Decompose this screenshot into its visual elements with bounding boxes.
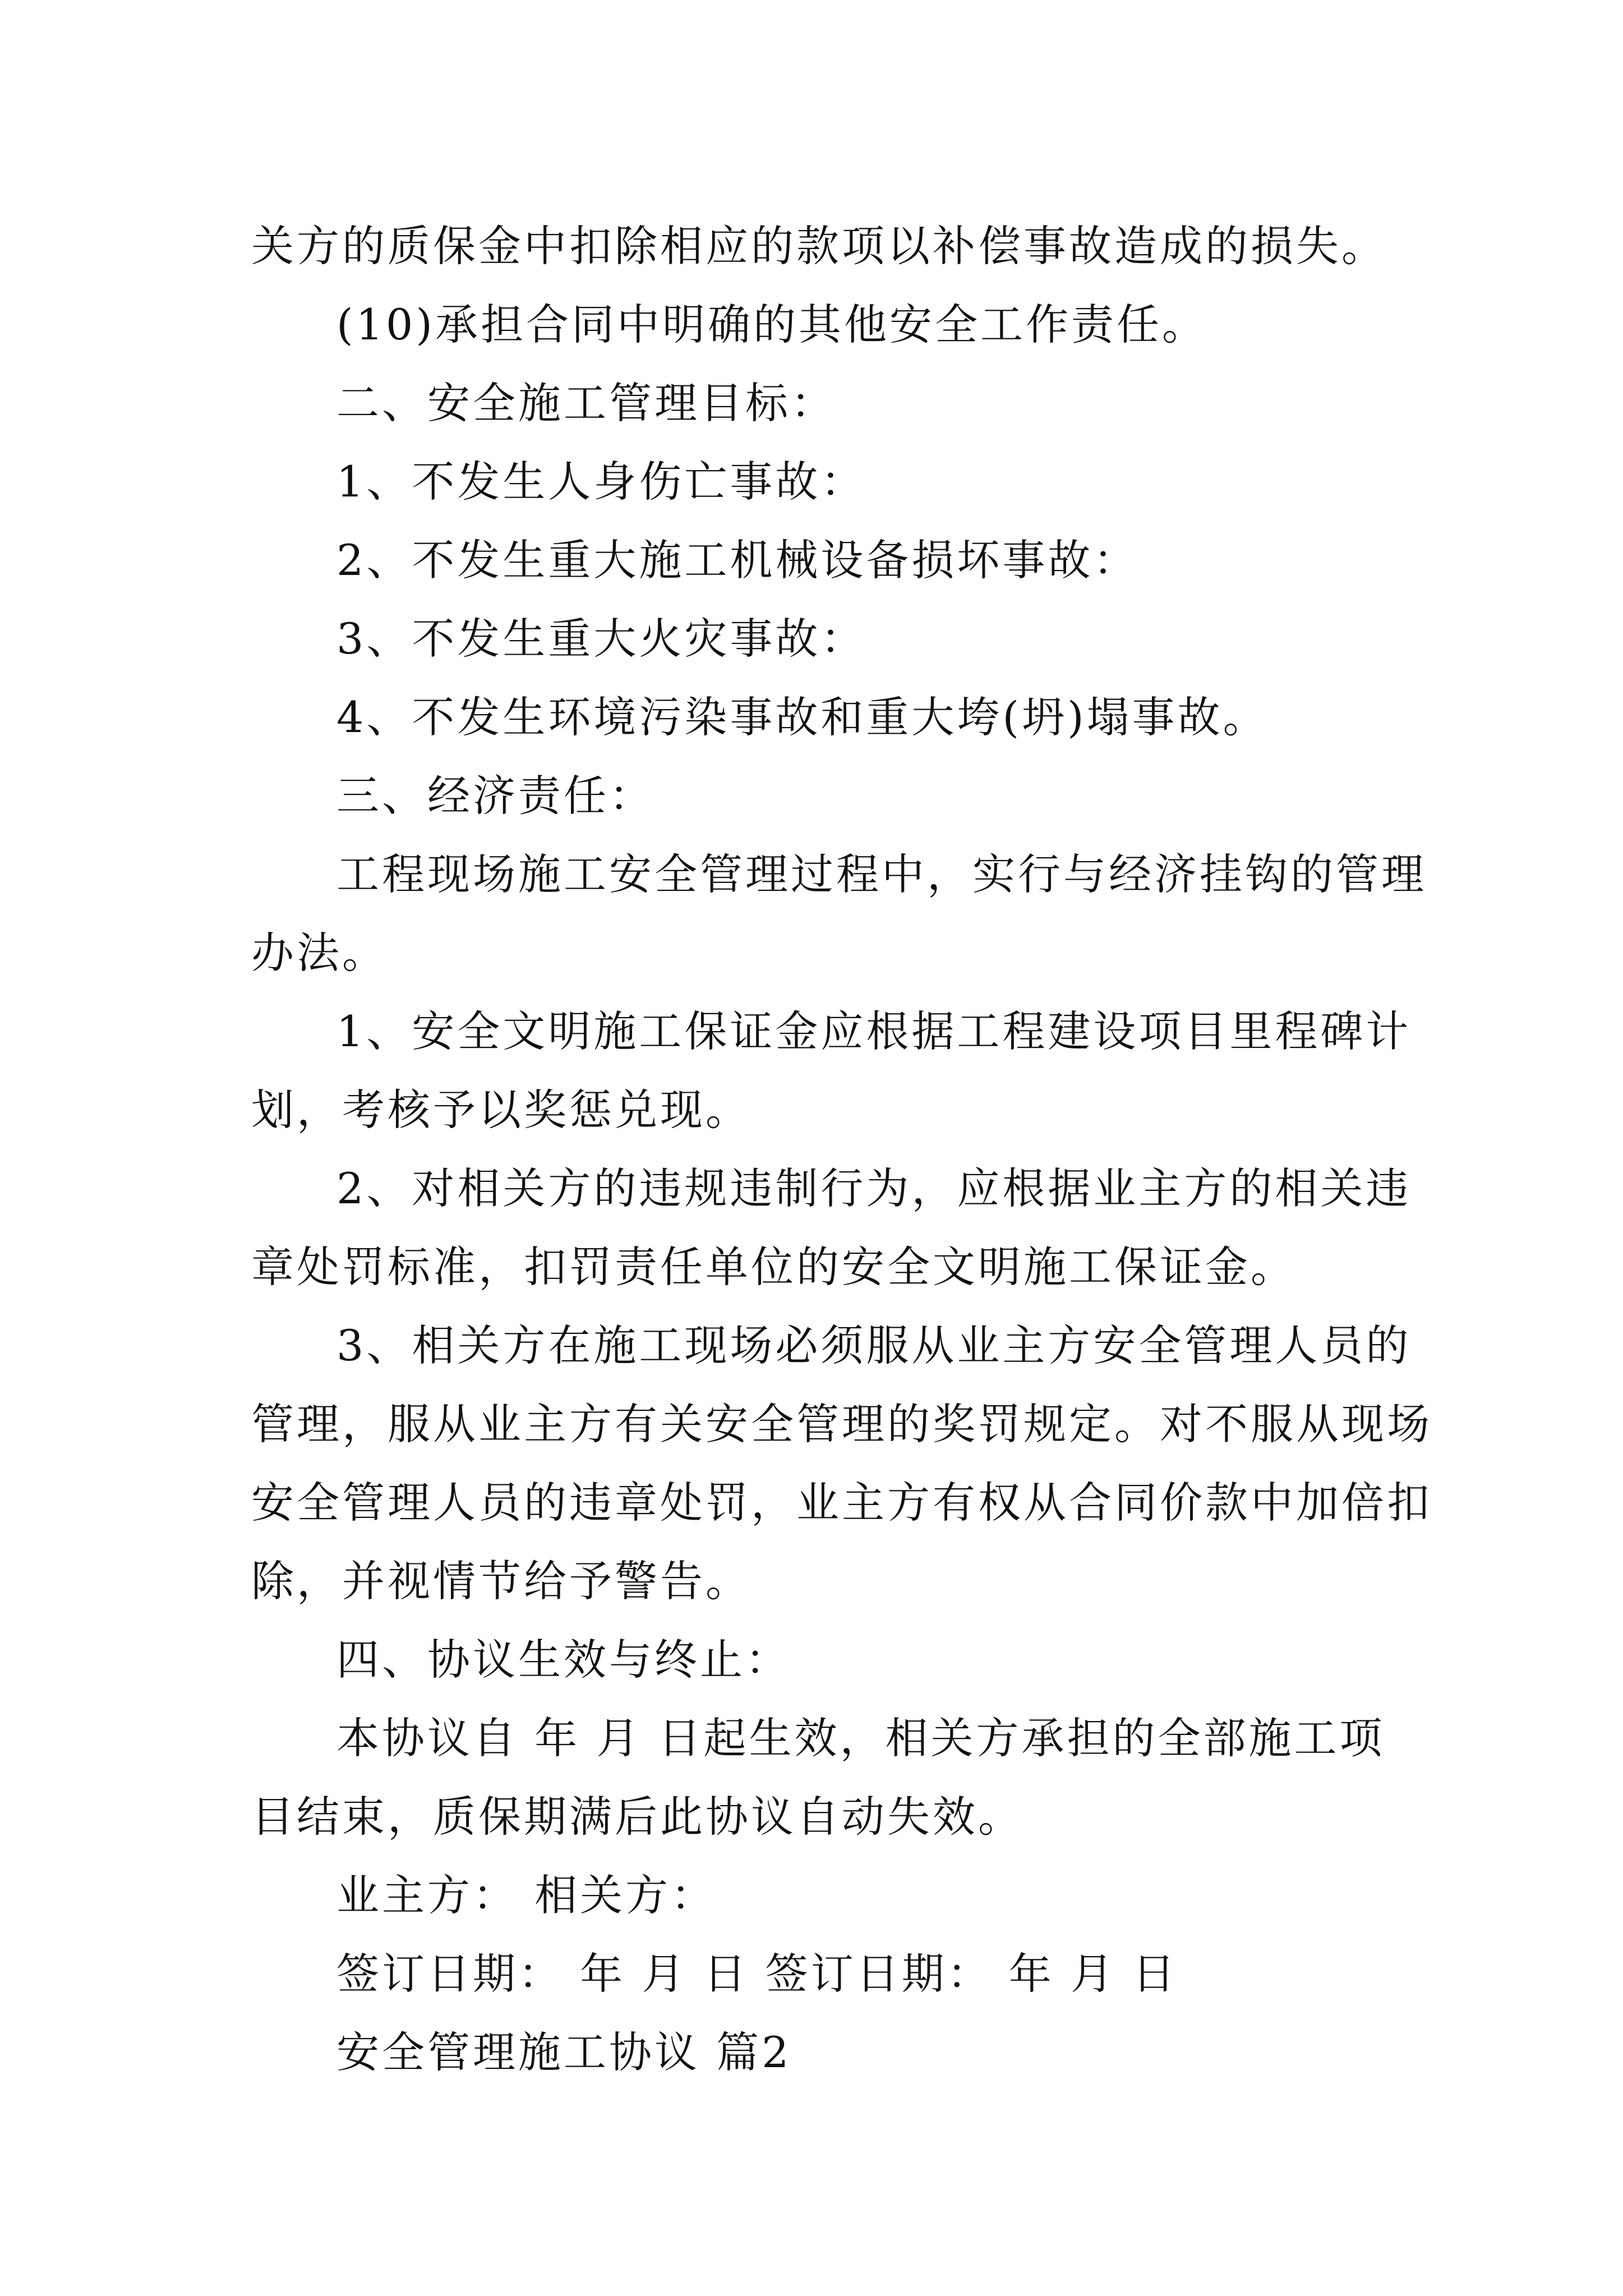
text-line: 本协议自 年 月 日起生效，相关方承担的全部施工项 bbox=[336, 1713, 1385, 1763]
list-item: 2、不发生重大施工机械设备损坏事故： bbox=[336, 535, 1139, 585]
list-item: 2、对相关方的违规违制行为，应根据业主方的相关违 bbox=[336, 1163, 1412, 1213]
text-line: 划，考核予以奖惩兑现。 bbox=[251, 1085, 751, 1135]
signing-dates: 签订日期： 年 月 日 签订日期： 年 月 日 bbox=[336, 1949, 1178, 1999]
signature-parties: 业主方： 相关方： bbox=[336, 1870, 717, 1920]
text-line: 办法。 bbox=[251, 928, 388, 978]
text-line: 目结束，质保期满后此协议自动失效。 bbox=[251, 1792, 1023, 1842]
list-item: 1、安全文明施工保证金应根据工程建设项目里程碑计 bbox=[336, 1006, 1412, 1056]
list-item: 3、相关方在施工现场必须服从业主方安全管理人员的 bbox=[336, 1320, 1412, 1370]
next-section-title: 安全管理施工协议 篇2 bbox=[336, 2027, 792, 2077]
list-item: 3、不发生重大火灾事故： bbox=[336, 614, 866, 664]
text-line: 关方的质保金中扣除相应的款项以补偿事故造成的损失。 bbox=[251, 221, 1387, 271]
text-line: 安全管理人员的违章处罚，业主方有权从合同价款中加倍扣 bbox=[251, 1478, 1432, 1527]
text-line: 管理，服从业主方有关安全管理的奖罚规定。对不服从现场 bbox=[251, 1399, 1432, 1449]
section-heading: 二、安全施工管理目标： bbox=[336, 378, 836, 428]
text-line: 工程现场施工安全管理过程中，实行与经济挂钩的管理 bbox=[336, 849, 1427, 899]
text-line: 章处罚标准，扣罚责任单位的安全文明施工保证金。 bbox=[251, 1242, 1296, 1292]
document-body bbox=[251, 207, 1432, 2092]
list-item: 1、不发生人身伤亡事故： bbox=[336, 457, 866, 507]
section-heading: 三、经济责任： bbox=[336, 771, 654, 821]
list-item: 4、不发生环境污染事故和重大垮(坍)塌事故。 bbox=[336, 692, 1269, 742]
text-line: 除，并视情节给予警告。 bbox=[251, 1556, 751, 1606]
section-heading: 四、协议生效与终止： bbox=[336, 1635, 791, 1685]
text-line: (10)承担合同中明确的其他安全工作责任。 bbox=[336, 300, 1208, 349]
